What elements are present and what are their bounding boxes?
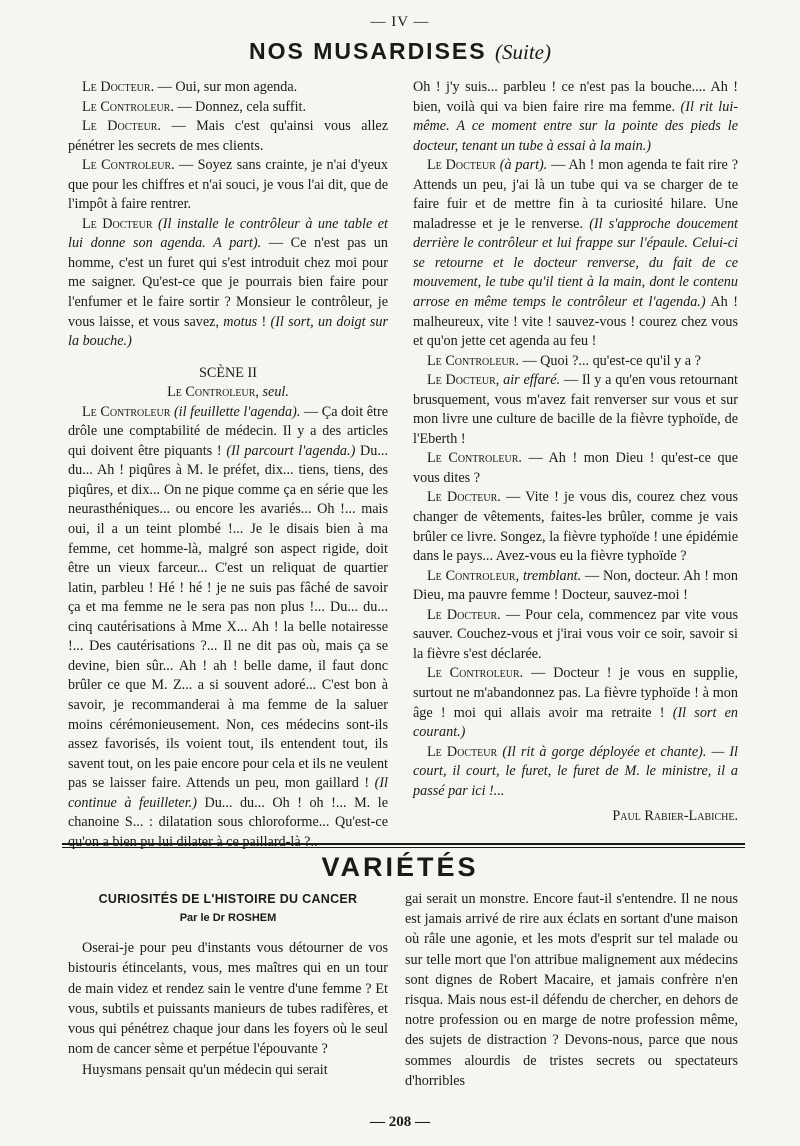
speaker: Le Controleur. [427,665,524,682]
speaker: Le Docteur [427,743,498,760]
dialogue-text: — Donnez, cela suffit. [173,98,307,115]
varietes-title: VARIÉTÉS [321,852,479,882]
stage-direction: (Il installe le contrôleur à une table et lui donne son agenda. A part). [68,215,389,252]
dialogue-text: — Ah ! mon agenda te fait rire ? Attends un peu, j'ai là un tube qui va se charger de te faire fuir et de mettre fin à ta curiosité hilare. Une maladresse et je le renverse. [413,157,738,232]
article-paragraph: Oserai-je pour peu d'instants vous détourner de vos bistouris étincelants, vous, mes maîtres qui en un tour de main videz et rendez sain le ventre d'une femme ? Et vous, subtils et puissants manieurs de tubes radifères, et vous qui pénétrez chaque jour dans les foyers où le seul nom de cancer sème et perpétue l'épouvante ? [68,940,388,1058]
dialogue-paragraph [413,156,738,351]
stage-direction: — Il court, il court, le furet, le furet de M. le ministre, il a passé par ici !... [413,743,738,799]
stage-direction: (Il sort en courant.) [413,704,738,741]
speaker: Le Docteur. [82,79,155,95]
speaker: Le Docteur. [427,606,501,623]
stage-direction: (Il s'approche doucement derrière le contrôleur et lui frappe sur l'épaule. Celui-ci se retourne et le docteur renverse, du fait de ce mouvement, le tube qu'il tient à la main, dont le contenu arrose en même temps le contrôleur et l'agenda.) [413,215,738,311]
dialogue-text: — Docteur ! je vous en supplie, surtout ne m'abandonnez pas. La fièvre typhoïde ! à mon âge ! moi qui allais avoir ma retraite ! [413,665,738,721]
stage-direction: (Il rit à gorge déployée et chante). [497,743,707,760]
dialogue-text: — Il y a qu'en vous retournant brusquement, vous m'avez fait renverser sur vous et sur mon livre une culture de bacille de la fièvre typhoïde, de l'Eberth ! [413,372,738,447]
speaker: Le Docteur. [427,489,501,506]
dialogue-text: — Quoi ?... qu'est-ce qu'il y a ? [518,352,701,369]
section-title [0,38,800,65]
dialogue-text: — Oui, sur mon agenda. [154,79,298,95]
stage-direction: (à part). [495,157,548,174]
dialogue-text: — Ce n'est pas un homme, c'est un furet qui s'est introduit chez moi pour me saigner. Qu'est-ce que je pourrais bien faire pour l'enfumer et le faire sortir ? Monsieur le contrôleur, je vous laisse, et vous savez, [68,235,388,330]
article-paragraph: gai serait un monstre. Encore faut-il s'entendre. Il ne nous est jamais arrivé de rire aux éclats en sortant d'une maison où râle une agonie, et les mots d'esprit sur tel malade ou sur telle mort que l'on attribue malignement aux médecins sont dignes de Robert Macaire, et jamais confrère n'en risqua. Mais nous est-il défendu de chercher, en dehors de notre profession ou en marge de notre profession même, des sujets de distraction ? Devons-nous, parce que nous sommes alourdis de tristes secrets ou spectateurs d'horribles [405,891,738,1089]
dialogue-text: — Non, docteur. Ah ! mon Dieu, ma pauvre femme ! Docteur, sauvez-moi ! [413,567,738,604]
right-column [413,78,738,827]
dialogue-paragraph [68,78,388,98]
dialogue-text: ! [257,313,271,330]
dialogue-paragraph [68,215,388,352]
article-title: CURIOSITÉS DE L'HISTOIRE DU CANCER [98,892,358,906]
section-divider [62,843,745,845]
dialogue-paragraph [68,403,388,853]
dialogue-text: — Ça doit être drôle une comptabilité de médecin. Il y a des articles qui doivent être piquants ! [68,403,388,459]
speaker: Le Docteur, [427,372,500,389]
dialogue-paragraph [68,117,388,156]
dialogue-paragraph [413,449,738,488]
dialogue-paragraph [413,743,738,802]
section-divider-thin [62,847,745,848]
article-left-column [68,938,388,1080]
article-paragraph: Huysmans pensait qu'un médecin qui serait [82,1061,328,1078]
speaker: Le Controleur [82,403,171,420]
dialogue-text: — Mais c'est qu'ainsi vous allez pénétrer les secrets de mes clients. [68,118,388,154]
dialogue-text: — Soyez sans crainte, je n'ai d'yeux que pour les chiffres et n'ai souci, je vous l'ai dit, que de l'impôt à faire rentrer. [68,157,388,213]
speaker: Le Controleur. [82,98,174,115]
speaker: Le Controleur. [427,450,522,467]
section-title-text: NOS MUSARDISES [249,38,487,64]
dialogue-text: Du... du... Oh ! oh !... M. le chanoine S... : dilatation sous chloroforme... Qu'est-ce qu'on a bien pu lui dilater à ce paillard-là ?.. [68,794,388,850]
speaker: Le Controleur, [427,567,520,584]
dialogue-paragraph [413,606,738,665]
running-head: — IV — [370,14,430,30]
author-signature: Paul Rabier-Labiche. [612,808,738,825]
stage-direction: tremblant. [519,567,582,584]
dialogue-paragraph [68,156,388,215]
speaker: Le Controleur, [167,384,259,401]
stage-direction: (Il rit lui-même. A ce moment entre sur la pointe des pieds le docteur, tenant un tube à essai à la main.) [413,98,739,154]
speaker: Le Docteur [82,215,153,232]
section-title-suffix: (Suite) [495,40,551,64]
left-column [68,78,388,852]
dialogue-text: — Vite ! je vous dis, courez chez vous changer de vêtements, faites-les brûler, comme je vais brûler ce livre. Songez, la fièvre typhoïde ! une épidémie dans le pays... Avez-vous eu la fièvre typhoïde ? [413,489,739,565]
stage-direction: (il feuillette l'agenda). [170,403,301,420]
article-right-column [405,889,738,1091]
page-number: — 208 — [370,1114,430,1130]
dialogue-text: Ah ! malheureux, vite ! vite ! sauvez-vous ! courez chez vous et qu'on jette cet agenda au feu ! [413,294,739,350]
stage-direction: (Il sort, un doigt sur la bouche.) [68,313,388,350]
scene-subtitle [68,383,388,403]
stage-direction: seul. [258,384,289,401]
stage-direction: (Il continue à feuilleter.) [68,775,388,811]
dialogue-text: Du... du... Ah ! piqûres à M. le préfet, dix... tiens, tiens, des piqûres, et dix... On ne pique comme ça en série que les neurasthéniques... ou encore les avariés... Oh !... mais oui, il a un teint plombé !... Je le disais bien à ma femme, cet homme-là, malgré son aspect rigide, doit être un vieux farceur... C'est un reliquat de quartier latin, parbleu ! Hé ! hé ! je ne suis pas fâché de savoir ça et ma femme ne le sera pas non plus !... Du... du... cinq cautérisations à Mme X... Ah ! la belle notairesse !... Des cautérisations ?... Il ne dit pas où, mais ça se devine, bien sûr... Ah ! ah ! belle dame, il faut donc brûler ce que M. Z... a si souvent adoré... C'est bon à savoir, je recommanderai à ma femme de la saluer moins cérémonieusement. Non, ces médecins sont-ils assez favorisés, ils voient tout, ils entendent tout, ils savent tout, on les paie encore pour cela et ils ne veulent pas se laisser faire. Attends un peu, mon gaillard ! [68,442,388,792]
dialogue-paragraph [413,78,738,156]
dialogue-text: Oh ! j'y suis... parbleu ! ce n'est pas la bouche.... Ah ! bien, voilà qui va bien faire rire ma femme. [413,79,738,115]
speaker: Le Controleur. [427,352,519,369]
dialogue-text: — Ah ! mon Dieu ! qu'est-ce que vous dites ? [413,450,738,486]
speaker: Le Docteur [427,157,496,174]
stage-direction: air effaré. [499,372,561,389]
dialogue-paragraph [413,567,738,606]
dialogue-paragraph [413,664,738,742]
dialogue-text: — Pour cela, commencez par vite vous sauver. Couchez-vous et j'irai vous voir ce soir, savoir si la fièvre s'est déclarée. [413,606,738,662]
dialogue-text-italic: motus [223,313,258,330]
dialogue-paragraph [68,98,388,118]
speaker: Le Docteur. [82,118,162,135]
scene-title: SCÈNE II [199,364,257,381]
dialogue-paragraph [413,488,738,566]
dialogue-paragraph [413,371,738,449]
article-byline: Par le Dr ROSHEM [179,912,277,924]
stage-direction: (Il parcourt l'agenda.) [226,442,356,459]
dialogue-paragraph [413,352,738,372]
speaker: Le Controleur. [82,157,175,174]
